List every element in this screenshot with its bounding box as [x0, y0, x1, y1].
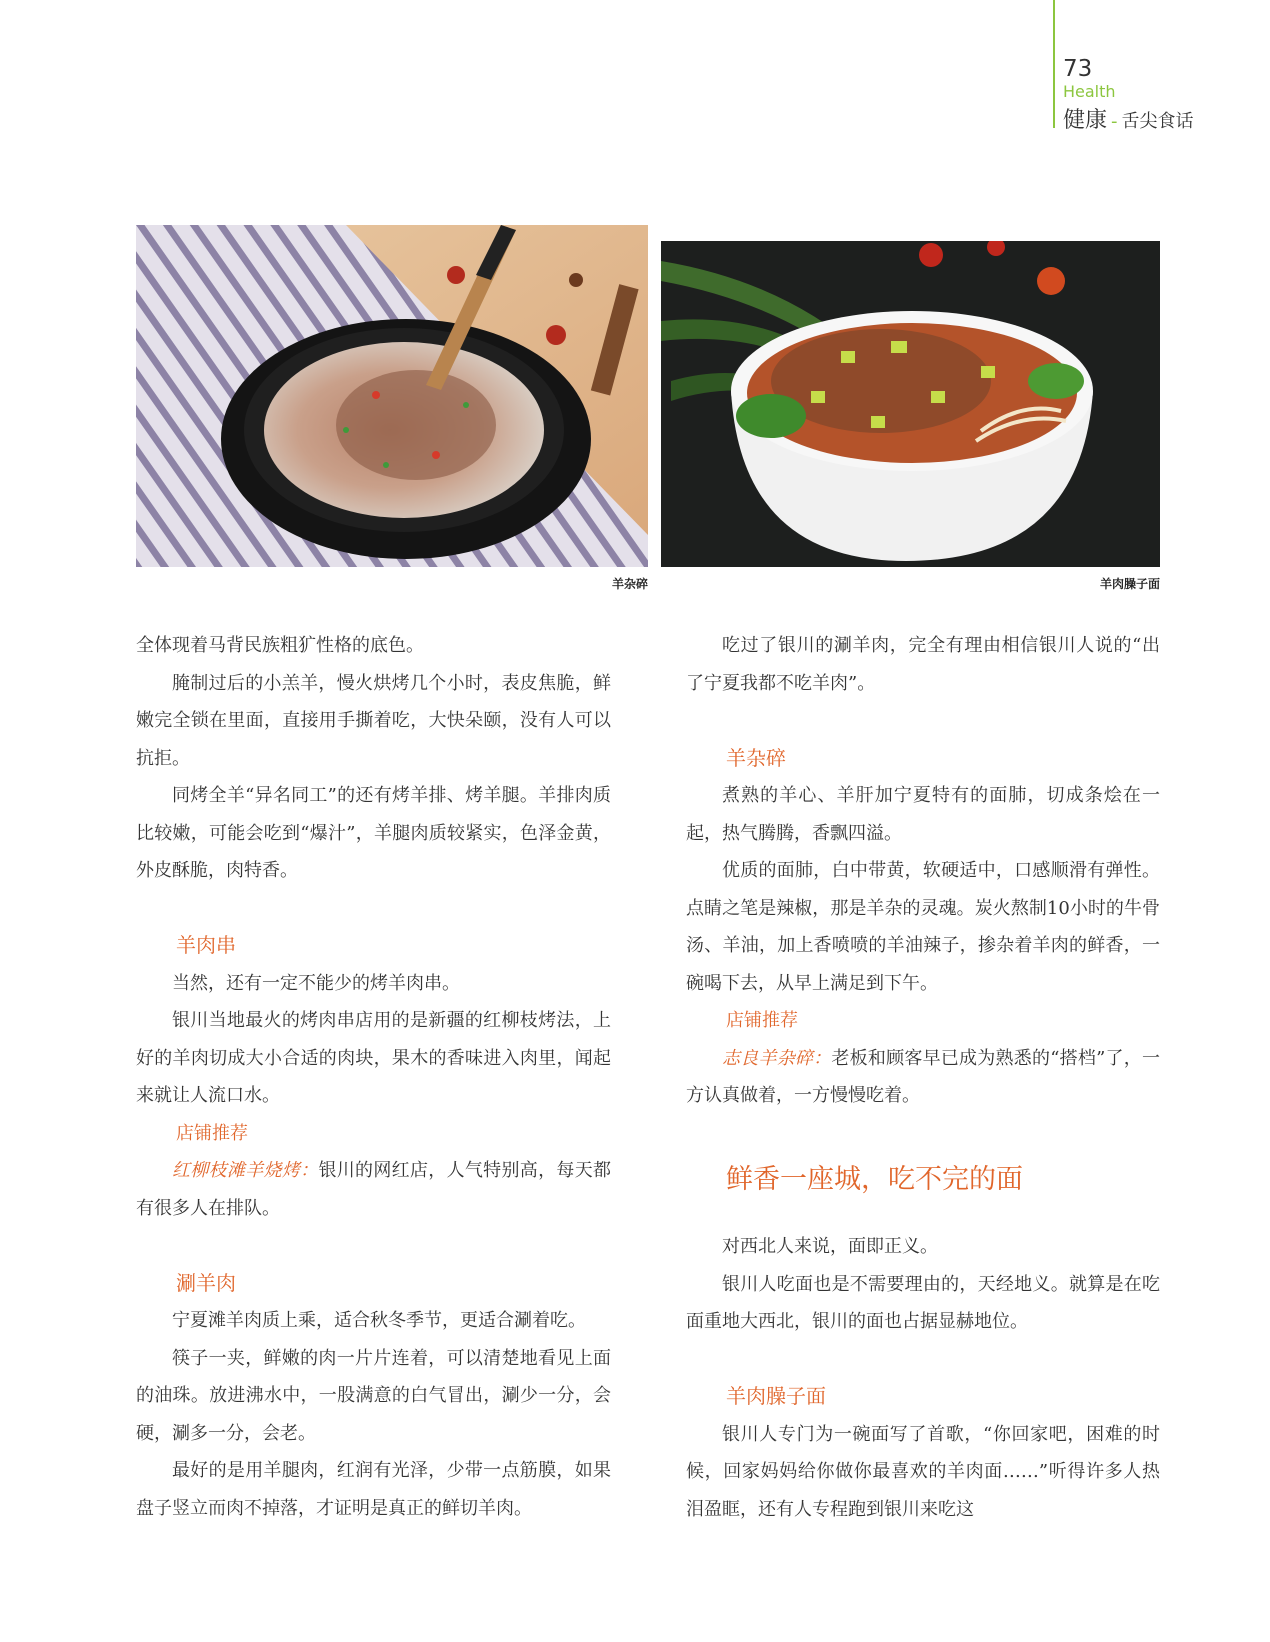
section-label [1063, 103, 1194, 134]
shop-recommendation [686, 1040, 1160, 1115]
paragraph: 银川人专门为一碗面写了首歌，“你回家吧，困难的时候，回家妈妈给你做你最喜欢的羊肉面……”听得许多人热泪盈眶，还有人专程跑到银川来吃这 [686, 1423, 1160, 1520]
paragraph: 优质的面肺，白中带黄，软硬适中，口感顺滑有弹性。点睛之笔是辣椒，那是羊杂的灵魂。炭火熬制10小时的牛骨汤、羊油，加上香喷喷的羊油辣子，掺杂着羊肉的鲜香，一碗喝下去，从早上满足到下午。 [686, 860, 1160, 994]
paragraph: 当然，还有一定不能少的烤羊肉串。 [172, 972, 460, 994]
photo-mutton-noodles [661, 241, 1160, 567]
section-dash: - [1111, 111, 1118, 132]
section-heading-noodles: 鲜香一座城，吃不完的面 [726, 1164, 1023, 1195]
paragraph: 最好的是用羊腿肉，红润有光泽，少带一点筋膜，如果盘子竖立而肉不掉落，才证明是真正的鲜切羊肉。 [136, 1460, 611, 1519]
paragraph: 吃过了银川的涮羊肉，完全有理由相信银川人说的“出了宁夏我都不吃羊肉”。 [686, 635, 1160, 694]
paragraph: 宁夏滩羊肉质上乘，适合秋冬季节，更适合涮着吃。 [172, 1310, 586, 1331]
page-number: 73 [1063, 56, 1093, 82]
header-rule [1053, 0, 1055, 128]
shop-recommendation-label: 店铺推荐 [176, 1122, 248, 1144]
photo-caption: 羊肉臊子面 [1099, 577, 1160, 591]
paragraph: 腌制过后的小羔羊，慢火烘烤几个小时，表皮焦脆，鲜嫩完全锁在里面，直接用手撕着吃，大快朵颐，没有人可以抗拒。 [136, 672, 611, 769]
paragraph: 筷子一夹，鲜嫩的肉一片片连着，可以清楚地看见上面的油珠。放进沸水中，一股满意的白气冒出，涮少一分，会硬，涮多一分，会老。 [136, 1347, 611, 1444]
photo-lamb-offal-soup [136, 225, 648, 567]
paragraph: 银川当地最火的烤肉串店用的是新疆的红柳枝烤法，上好的羊肉切成大小合适的肉块，果木的香味进入肉里，闻起来就让人流口水。 [136, 1010, 611, 1106]
section-sublabel: 舌尖食话 [1121, 111, 1194, 132]
shop-recommendation [136, 1152, 611, 1227]
subheading-offal: 羊杂碎 [726, 745, 786, 770]
section-label-zh: 健康 [1063, 108, 1108, 133]
paragraph: 银川人吃面也是不需要理由的，天经地义。就算是在吃面重地大西北，银川的面也占据显赫地位。 [686, 1273, 1160, 1332]
paragraph: 同烤全羊“异名同工”的还有烤羊排、烤羊腿。羊排肉质比较嫩，可能会吃到“爆汁”，羊腿肉质较紧实，色泽金黄，外皮酥脆，肉特香。 [136, 785, 611, 881]
left-column [136, 627, 611, 1527]
paragraph: 对西北人来说，面即正义。 [722, 1236, 938, 1257]
shop-description: 老板和顾客早已成为熟悉的“搭档”了，一方认真做着，一方慢慢吃着。 [686, 1047, 1161, 1106]
section-label-en: Health [1063, 82, 1116, 101]
subheading-mutton-noodles: 羊肉臊子面 [726, 1384, 826, 1408]
shop-name: 红柳枝滩羊烧烤： [172, 1160, 319, 1181]
photo-caption: 羊杂碎 [611, 577, 648, 591]
paragraph: 全体现着马背民族粗犷性格的底色。 [136, 635, 424, 656]
right-column [686, 627, 1160, 1528]
subheading-hotpot: 涮羊肉 [176, 1270, 236, 1295]
shop-name: 志良羊杂碎： [722, 1047, 832, 1069]
shop-recommendation-label: 店铺推荐 [726, 1010, 798, 1031]
subheading-kebab: 羊肉串 [176, 933, 236, 957]
shop-description: 银川的网红店，人气特别高，每天都有很多人在排队。 [136, 1160, 612, 1219]
paragraph: 煮熟的羊心、羊肝加宁夏特有的面肺，切成条烩在一起，热气腾腾，香飘四溢。 [686, 785, 1160, 844]
